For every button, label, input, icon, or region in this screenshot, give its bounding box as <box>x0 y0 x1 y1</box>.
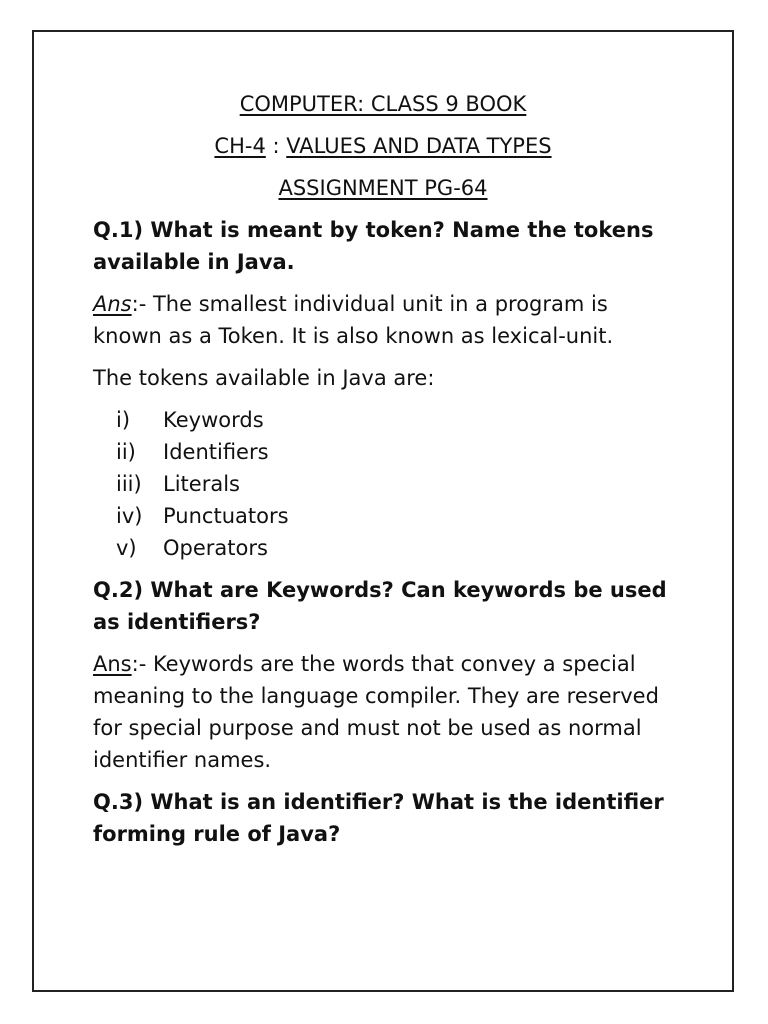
list-item-number: iii) <box>116 472 142 496</box>
answer-label: Ans <box>93 292 132 316</box>
list-item-label: Literals <box>163 472 240 496</box>
answer-2 <box>93 648 673 776</box>
answer-2-text: Keywords are the words that convey a special meaning to the language compiler. They are reserved for special purpose and must not be used as normal identifier names. <box>93 652 659 772</box>
list-item-number: iv) <box>116 504 143 528</box>
token-list <box>93 404 673 564</box>
question-2: Q.2) What are Keywords? Can keywords be used as identifiers? <box>93 578 667 634</box>
answer-1-text: The smallest individual unit in a program is known as a Token. It is also known as lexical-unit. <box>93 292 614 348</box>
answer-separator: :- <box>131 292 147 316</box>
question-1: Q.1) What is meant by token? Name the tokens available in Java. <box>93 218 654 274</box>
title-line-2 <box>93 130 673 162</box>
list-item-label: Identifiers <box>163 440 269 464</box>
list-item <box>93 436 673 468</box>
question-3: Q.3) What is an identifier? What is the identifier forming rule of Java? <box>93 790 664 846</box>
list-item-label: Punctuators <box>163 504 289 528</box>
answer-1 <box>93 288 673 352</box>
answer-separator: :- <box>131 652 147 676</box>
list-item <box>93 468 673 500</box>
list-item <box>93 404 673 436</box>
chapter-number: CH-4 <box>214 134 266 158</box>
list-item-number: v) <box>116 536 137 560</box>
title-line-3 <box>93 172 673 204</box>
tokens-intro: The tokens available in Java are: <box>93 366 435 390</box>
document-content <box>93 88 673 860</box>
title-line-1 <box>93 88 673 120</box>
title-subject: COMPUTER: CLASS 9 BOOK <box>239 92 527 116</box>
list-item <box>93 532 673 564</box>
list-item-number: i) <box>116 408 131 432</box>
list-item-label: Operators <box>163 536 268 560</box>
answer-label: Ans <box>93 652 132 676</box>
list-item <box>93 500 673 532</box>
list-item-label: Keywords <box>163 408 264 432</box>
assignment-title: ASSIGNMENT PG-64 <box>278 176 488 200</box>
chapter-title: VALUES AND DATA TYPES <box>286 134 552 158</box>
chapter-separator: : <box>265 134 287 158</box>
list-item-number: ii) <box>116 440 136 464</box>
